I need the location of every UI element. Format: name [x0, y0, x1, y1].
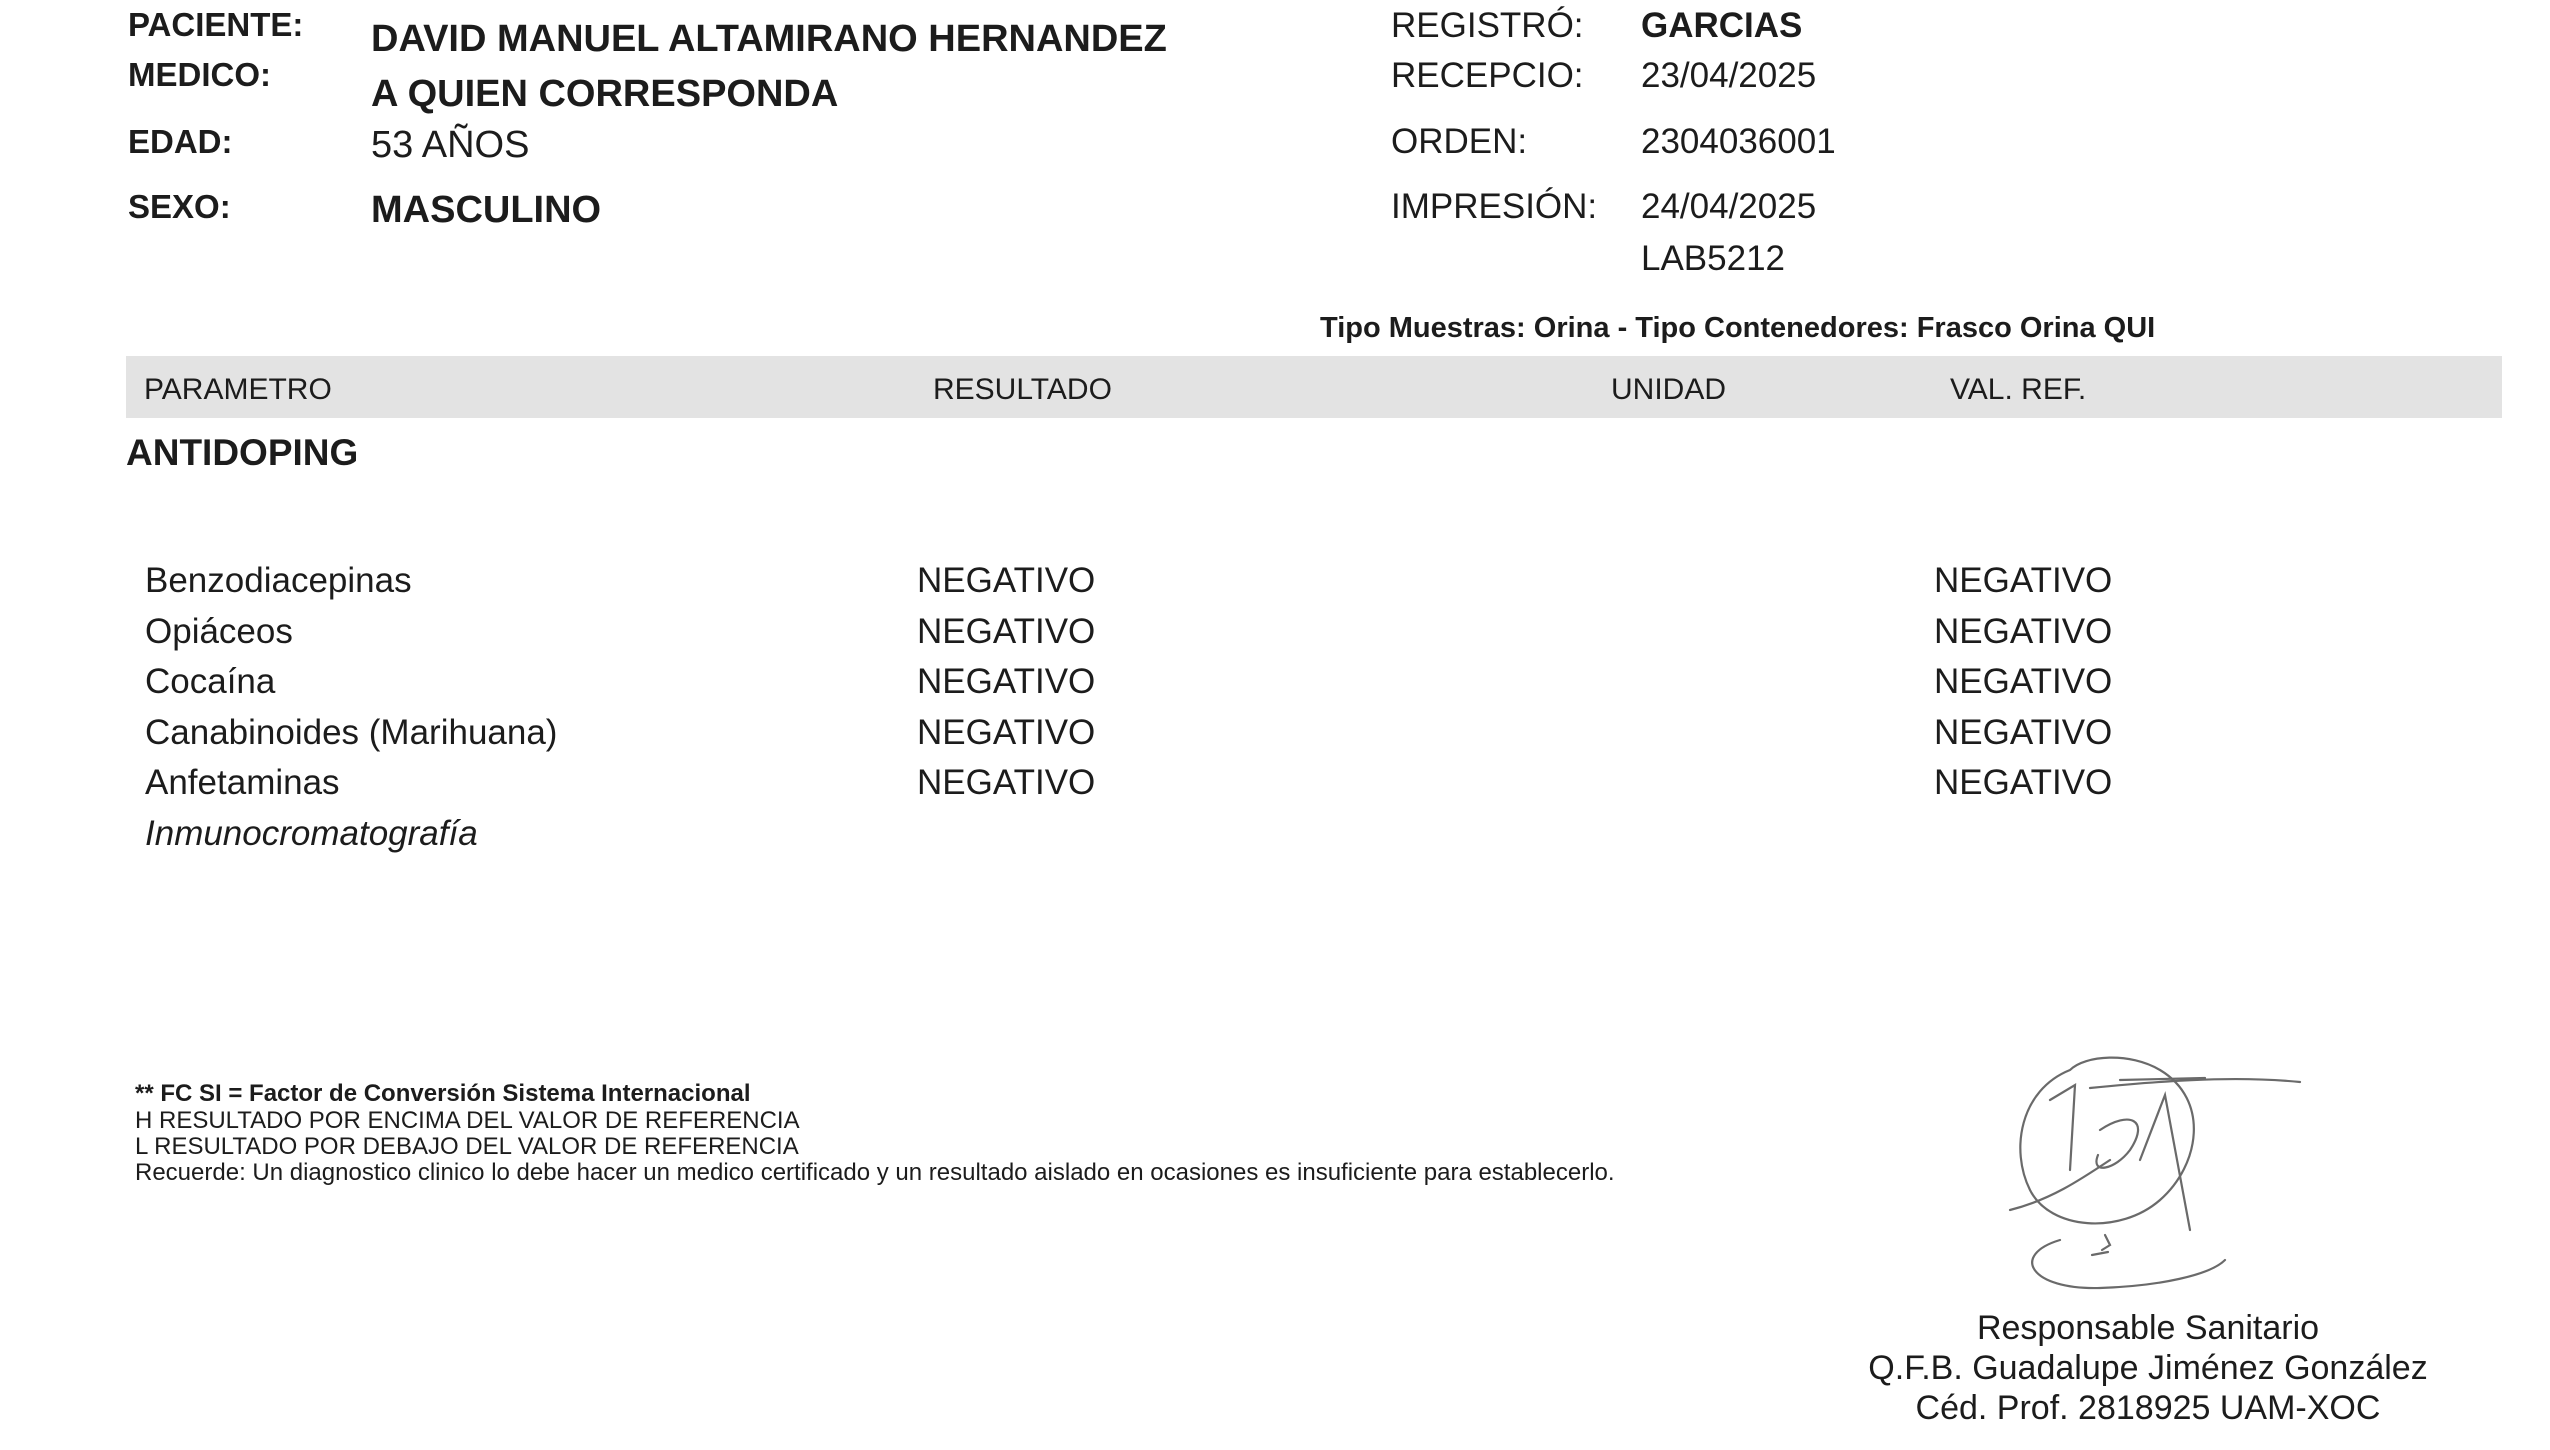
impresion-value: 24/04/2025: [1641, 187, 1817, 226]
impresion-label: IMPRESIÓN:: [1391, 187, 1598, 226]
row-parametro: Canabinoides (Marihuana): [145, 713, 558, 752]
section-title: ANTIDOPING: [126, 432, 359, 473]
paciente-label: PACIENTE:: [128, 6, 304, 43]
row-val-ref: NEGATIVO: [1934, 612, 2113, 651]
row-val-ref: NEGATIVO: [1934, 662, 2113, 701]
lab-code: LAB5212: [1641, 239, 1786, 278]
row-parametro: Anfetaminas: [145, 763, 340, 802]
row-parametro: Benzodiacepinas: [145, 561, 412, 600]
registro-value: GARCIAS: [1641, 6, 1803, 45]
row-resultado: NEGATIVO: [917, 662, 1096, 701]
sample-info: Tipo Muestras: Orina - Tipo Contenedores: Frasco Orina QUI: [1320, 312, 2156, 344]
fc-si-note: ** FC SI = Factor de Conversión Sistema Internacional: [135, 1080, 751, 1107]
row-resultado: NEGATIVO: [917, 561, 1096, 600]
paciente-value: DAVID MANUEL ALTAMIRANO HERNANDEZ: [371, 18, 1167, 60]
row-resultado: NEGATIVO: [917, 713, 1096, 752]
header-parametro: PARAMETRO: [144, 373, 332, 406]
medico-value: A QUIEN CORRESPONDA: [371, 73, 839, 115]
recepcio-value: 23/04/2025: [1641, 56, 1817, 95]
method-note: Inmunocromatografía: [145, 814, 478, 853]
orden-value: 2304036001: [1641, 122, 1836, 161]
row-parametro: Opiáceos: [145, 612, 293, 651]
edad-value: 53 AÑOS: [371, 124, 530, 166]
disclaimer-note: Recuerde: Un diagnostico clinico lo debe hacer un medico certificado y un resultado aislado en ocasiones es insuficiente para establecerlo.: [135, 1159, 1615, 1186]
signature-name: Q.F.B. Guadalupe Jiménez González: [1868, 1349, 2428, 1387]
signature-role: Responsable Sanitario: [1976, 1309, 2320, 1347]
header-resultado: RESULTADO: [933, 373, 1112, 406]
row-val-ref: NEGATIVO: [1934, 713, 2113, 752]
table-header-bar: [126, 356, 2502, 418]
signature-image: [1990, 1040, 2330, 1300]
h-note: H RESULTADO POR ENCIMA DEL VALOR DE REFERENCIA: [135, 1107, 800, 1134]
edad-label: EDAD:: [128, 123, 233, 160]
header-unidad: UNIDAD: [1611, 373, 1727, 406]
registro-label: REGISTRÓ:: [1391, 6, 1584, 45]
recepcio-label: RECEPCIO:: [1391, 56, 1584, 95]
row-val-ref: NEGATIVO: [1934, 763, 2113, 802]
row-parametro: Cocaína: [145, 662, 276, 701]
sexo-value: MASCULINO: [371, 189, 602, 231]
orden-label: ORDEN:: [1391, 122, 1528, 161]
l-note: L RESULTADO POR DEBAJO DEL VALOR DE REFERENCIA: [135, 1133, 799, 1160]
row-val-ref: NEGATIVO: [1934, 561, 2113, 600]
signature-cedula: Céd. Prof. 2818925 UAM-XOC: [1915, 1389, 2381, 1427]
medico-label: MEDICO:: [128, 56, 271, 93]
row-resultado: NEGATIVO: [917, 612, 1096, 651]
footer-notes: [135, 1080, 1615, 1186]
sexo-label: SEXO:: [128, 188, 231, 225]
header-val-ref: VAL. REF.: [1950, 373, 2087, 406]
row-resultado: NEGATIVO: [917, 763, 1096, 802]
